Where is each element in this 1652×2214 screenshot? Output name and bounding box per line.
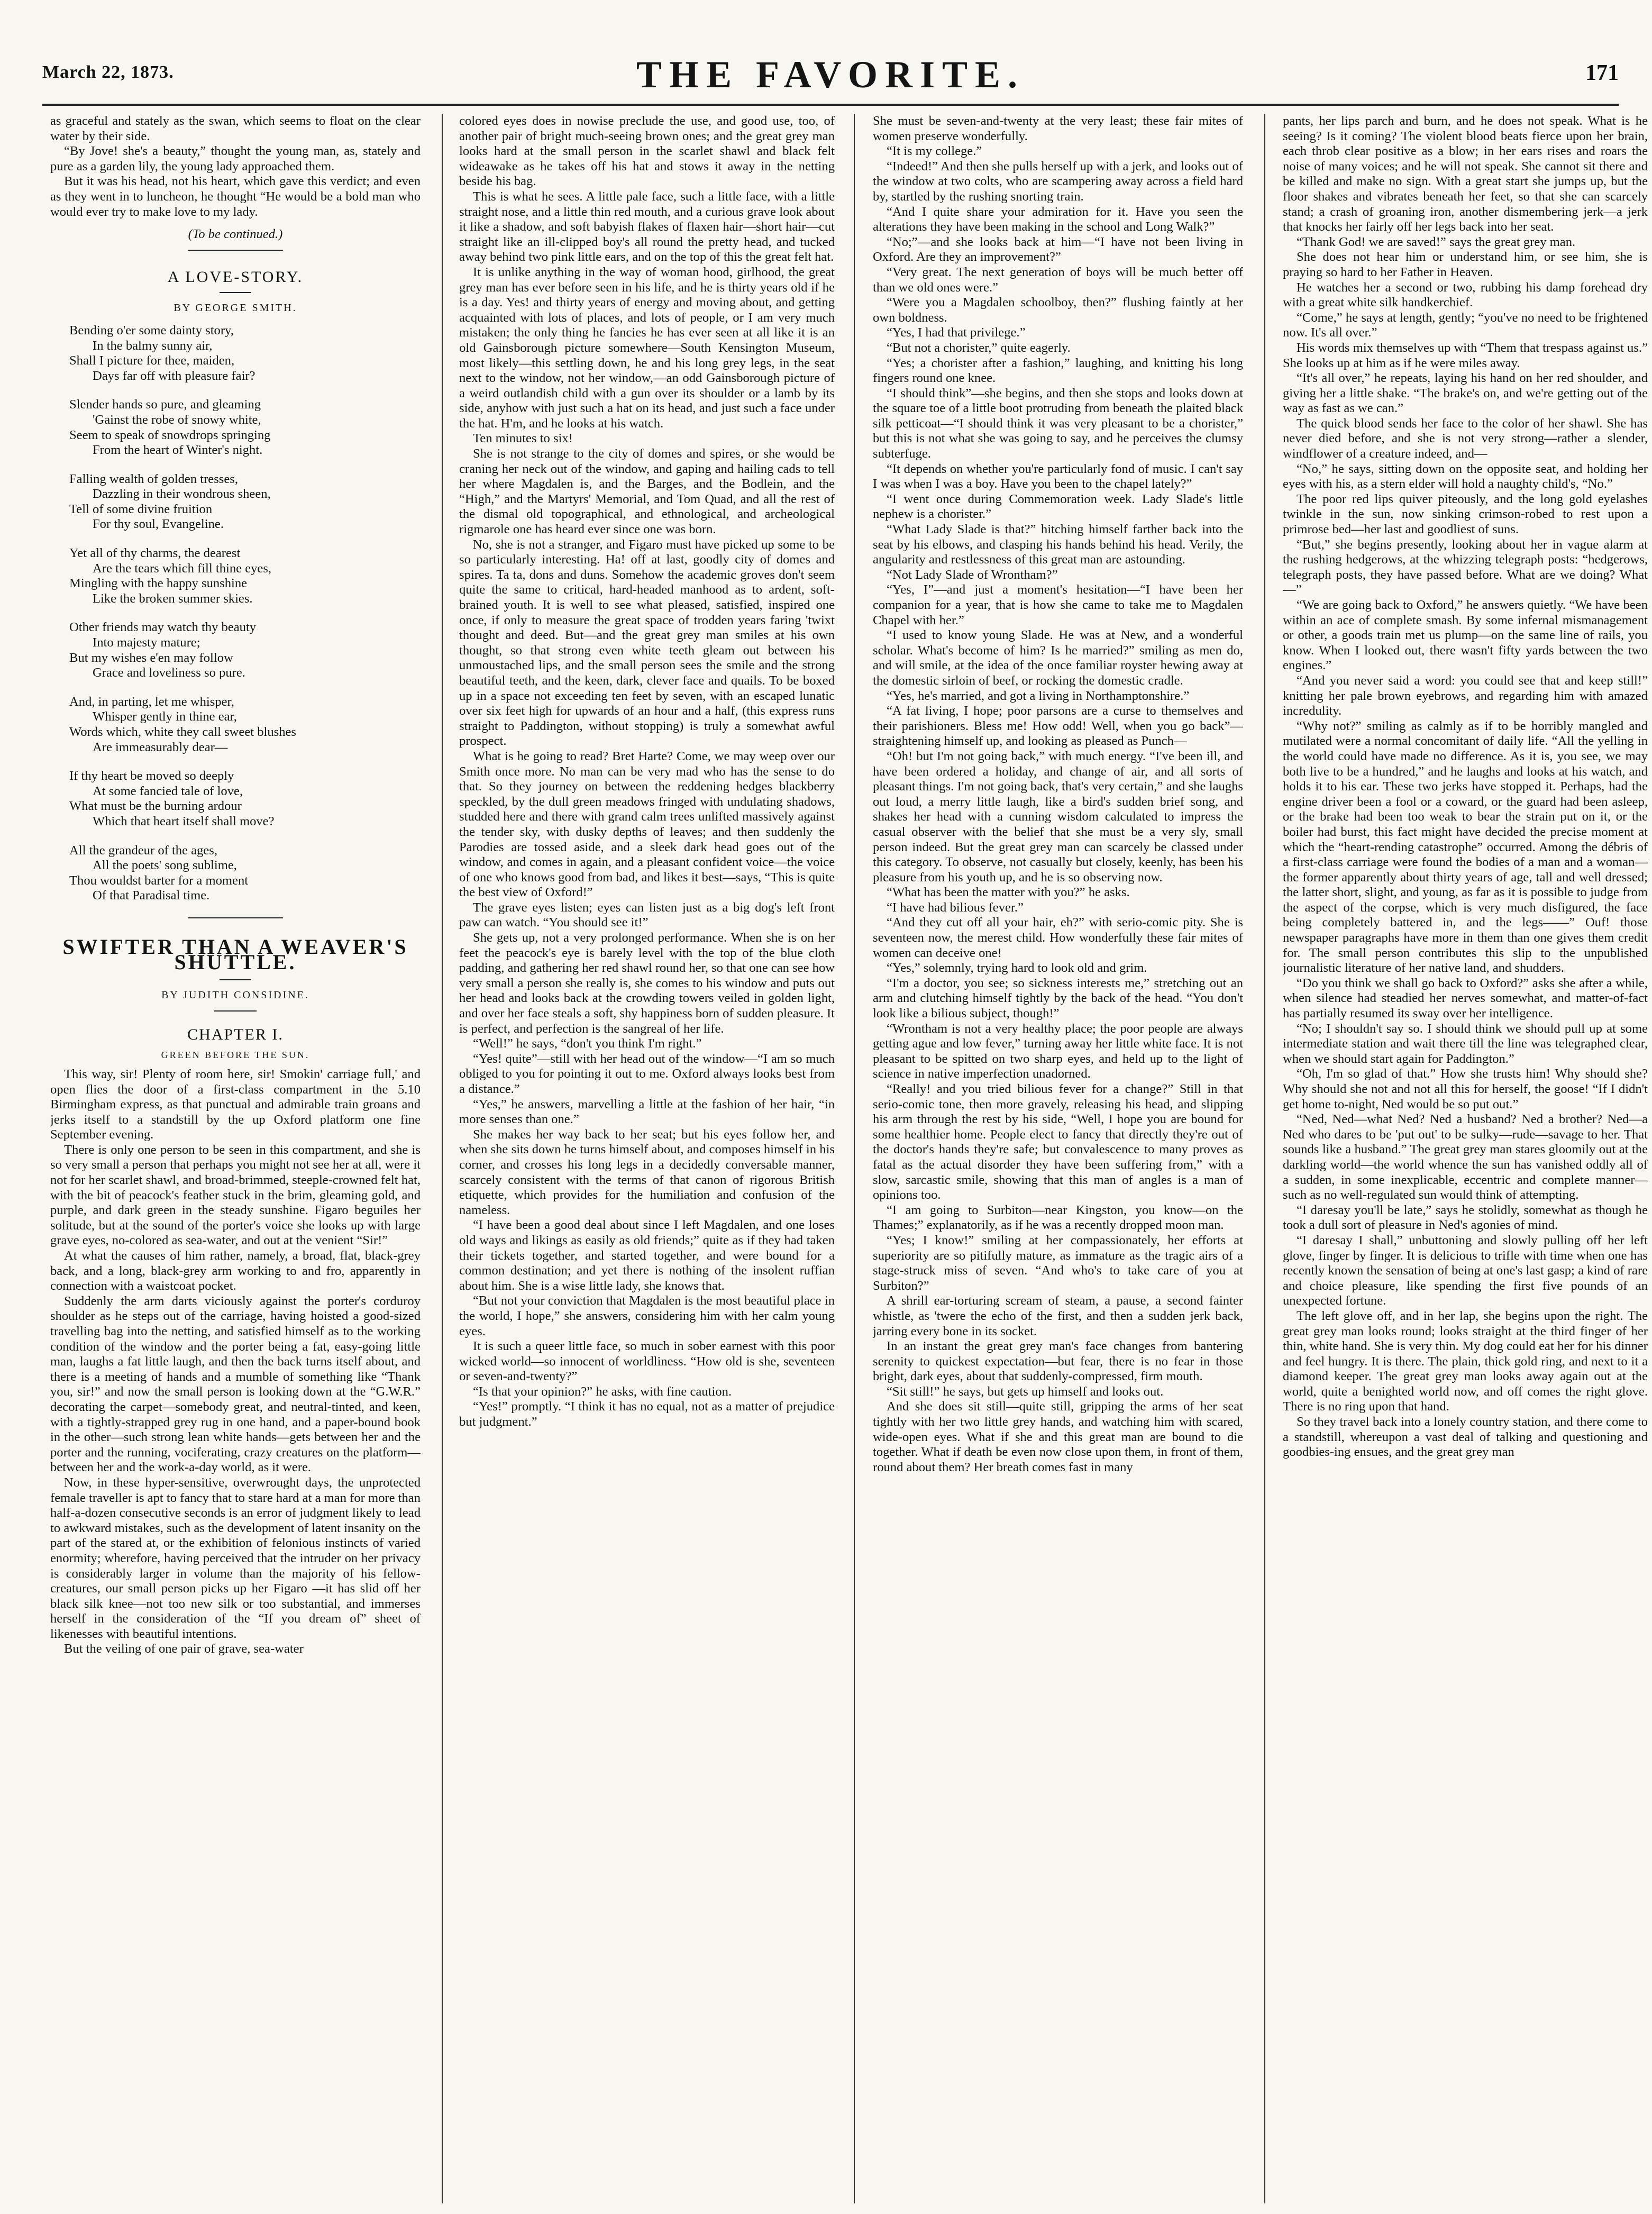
paragraph: “Indeed!” And then she pulls herself up with a jerk, and looks out of the window at two colts, who are scampering away across a field hard by, startled by the rushing snorting train. [873,159,1243,204]
paragraph: Suddenly the arm darts viciously against the porter's corduroy shoulder as he steps out of the carriage, having hoisted a good-sized travelling bag into the netting, and satisfied himself as to the working condition of the window and the porter being a fat, easy-going little man, laughs a fat little laugh, and then the back turns itself about, and there is a meeting of hands and a mumble of something like “Thank you, sir!” and now the small person is looking down at the “G.W.R.” decorating the carpet—somebody great, and neutral-tinted, and keen, with a tightly-strapped grey rug in one hand, and a paper-bound book in the other—such strong lean white hands—gets between her and the porter and the running, vociferating, crazy creatures on the platform—between her and the work-a-day world, as it were. [50,1293,421,1475]
poem-line: Are the tears which fill thine eyes, [93,561,272,576]
paragraph: “I am going to Surbiton—near Kingston, you know—on the Thames;” explanatorily, as if he was a recently dropped moon man. [873,1202,1243,1233]
poem-line: All the poets' song sublime, [93,858,237,873]
poem-line: Tell of some divine fruition [69,502,213,516]
paragraph: This is what he sees. A little pale face, such a little face, with a little straight nose, and a little thin red mouth, and a curious grave look about it like a shadow, and soft babyish flakes of flaxen hair—short hair—cut straight like an ill-clipped boy's all round the pretty head, and tucked away behind two pink little ears, and on the top of this the great felt hat. [459,189,835,265]
paragraph: “I have had bilious fever.” [887,900,1024,915]
paragraph: “I daresay I shall,” unbuttoning and slowly pulling off her left glove, finger by finger. It is delicious to trifle with time when one has recently known the sensation of being at one's last gasp; a kind of rare and choice pleasure, like spending the first five pounds of an unexpected fortune. [1283,1233,1648,1308]
poem-stanza [50,620,421,680]
divider [214,1010,257,1012]
poem-line: If thy heart be moved so deeply [69,769,234,783]
chapter-heading: CHAPTER I. [187,1025,284,1043]
poem-line: And, in parting, let me whisper, [69,694,234,709]
paragraph: “Yes! quite”—still with her head out of the window—“I am so much obliged to you for pointing it out to me. Oxford always looks best from a distance.” [459,1051,835,1096]
paragraph: “And you never said a word: you could see that and keep still!” knitting her pale brown eyebrows, and regarding him with amazed incredulity. [1283,673,1648,718]
poem-line: Grace and loveliness so pure. [93,666,245,680]
paragraph: “Yes; a chorister after a fashion,” laughing, and knitting his long fingers round one knee. [873,356,1243,386]
poem-stanza [50,397,421,458]
paragraph: “I should think”—she begins, and then she stops and looks down at the square toe of a little boot protruding from beneath the plaited black silk petticoat—“I should think it was very pleasant to be a chorister,” but this is not what she was going to say, and he perceives the clumsy subterfuge. [873,386,1243,461]
paragraph: At what the causes of him rather, namely, a broad, flat, black-grey back, and a long, black-grey arm working to and fro, apparently in connection with a waistcoat pocket. [50,1249,421,1293]
poem-line: Slender hands so pure, and gleaming [69,397,261,412]
paragraph: A shrill ear-torturing scream of steam, a pause, a second fainter whistle, as 'twere the echo of the first, and then a sudden jerk back, jarring every bone in its socket. [873,1293,1243,1338]
paragraph: “Were you a Magdalen schoolboy, then?” flushing faintly at her own boldness. [873,295,1243,325]
paragraph: Now, in these hyper-sensitive, overwrought days, the unprotected female traveller is apt to fancy that to stare hard at a man for more than half-a-dozen consecutive seconds is an error of judgment likely to lead to awkward mistakes, such as the development of latent insanity on the part of the stared at, or the exhibition of felonious instincts of varied enormity; wherefore, having perceived that the intruder on her privacy is considerably larger in volume than the majority of his fellow-creatures, our small person picks up her Figaro —it has slid off her black silk knee—not too new silk or too substantial, and immerses herself in the consideration of the “If you dream of” sheet of likenesses with beautiful intentions. [50,1475,421,1641]
poem-line: 'Gainst the robe of snowy white, [93,412,261,427]
poem-line: Dazzling in their wondrous sheen, [93,487,271,502]
paragraph: “I'm a doctor, you see; so sickness interests me,” stretching out an arm and clutching himself tightly by the back of the head. “You don't look like a bilious subject, though!” [873,976,1243,1021]
paragraph: His words mix themselves up with “Them that trespass against us.” She looks up at him as if he were miles away. [1283,340,1648,370]
paragraph: Ten minutes to six! [473,431,573,446]
paragraph: “We are going back to Oxford,” he answers quietly. “We have been within an ace of complete smash. By some infernal mismanagement or other, a goods train met us plump—on the same line of rails, you know. When I looked out, there wasn't fifty yards between the two engines.” [1283,598,1648,673]
poem-line: Which that heart itself shall move? [93,814,275,828]
paragraph: “Yes; I know!” smiling at her compassionately, her efforts at superiority are so pitifully mature, as immature as the tragic airs of a stage-struck miss of seven. “And who's to take care of you at Surbiton?” [873,1233,1243,1293]
paragraph: “What has been the matter with you?” he asks. [887,885,1130,900]
poem-line: Yet all of thy charms, the dearest [69,546,241,561]
page-header [42,53,1619,101]
paragraph: “Thank God! we are saved!” says the great grey man. [1297,234,1576,249]
paragraph: But it was his head, not his heart, which gave this verdict; and even as they went in to luncheon, he thought “He would be a bold man who would ever try to make love to my lady. [50,174,421,219]
story-title: SWIFTER THAN A WEAVER'S SHUTTLE. [62,934,408,974]
paragraph: “Ned, Ned—what Ned? Ned a husband? Ned a brother? Ned—a Ned who dares to be 'put out' to be sulky—rude—savage to her. That sounds like a husband.” The great grey man stares gloomily out at the darkling world—the world whence the sun has vanished oddly all of a sudden, in some inexplicable, eccentric and complete manner—such as no well-regulated sun would think of attempting. [1283,1112,1648,1202]
poem-body [50,323,421,904]
poem-line: At some fancied tale of love, [93,783,243,798]
masthead-title: THE FAVORITE. [636,53,1025,96]
column-divider [854,114,855,2203]
paragraph: “Oh! but I'm not going back,” with much energy. “I've been ill, and have been ordered a holiday, and change of air, and all sorts of pleasant things. I'm not going back, that's very certain,” and she laughs out loud, a merry little laugh, like a bird's sudden brief song, and shakes her head with a cunning wisdom calculated to impress the casual observer with the belief that she must be a very sly, small person indeed. But the great grey man can scarcely be classed under this category. To observe, not casually but closely, keenly, has been his pleasure from his youth up, and he is so observing now. [873,749,1243,885]
paragraph: She does not hear him or understand him, or see him, she is praying so hard to her Father in Heaven. [1283,250,1648,279]
paragraph: “Yes,” he answers, marvelling a little at the fashion of her hair, “in more senses than one.” [459,1097,835,1127]
divider [220,292,251,293]
paragraph: She is not strange to the city of domes and spires, or she would be craning her neck out of the window, and gaping and hailing cads to tell her where Magdalen is, and the Barges, and the Bodlein, and the “High,” and the Martyrs' Memorial, and Tom Quad, and all the rest of the dismal old topographical, and ethnological, and archeological rigmarole one has heard ever since one was born. [459,447,835,537]
column-2 [459,114,835,2203]
paragraph: It is unlike anything in the way of woman hood, girlhood, the great grey man has ever before seen in his life, and he is thirty years old if he is a day. Yes! and thirty years of energy and moving about, and getting acquainted with lots of places, and lots of people, or I am very much mistaken; the only thing he fancies he has ever seen at all like it is an old Gainsborough picture somewhere—South Kensington Museum, most likely—this settling down, he and his long grey legs, in the seat next to the window, not her window,—an odd Gainsborough picture of a weird outlandish child with a gun over its shoulder or a lamb by its side, anyhow with just such a hat on its head, and just such a face under the hat. H'm, and he looks at his watch. [459,265,835,431]
issue-date: March 22, 1873. [42,62,174,82]
paragraph: “Wrontham is not a very healthy place; the poor people are always getting ague and low fever,” turning away her little white face. It is not pleasant to be spitted on two sharp eyes, and held up to the light of science in native imperfection unadorned. [873,1021,1243,1081]
paragraph: In an instant the great grey man's face changes from bantering serenity to quickest expectation—but fear, there is no fear in those bright, dark eyes, about that suddenly-compressed, firm mouth. [873,1339,1243,1384]
poem-line: In the balmy sunny air, [93,338,213,353]
poem-line: Days far off with pleasure fair? [93,368,255,383]
paragraph: “It depends on whether you're particularly fond of music. I can't say I was when I was a boy. Have you been to the chapel lately?” [873,461,1243,491]
chapter-subtitle: GREEN BEFORE THE SUN. [161,1050,310,1061]
poem-stanza [50,323,421,384]
paragraph: The quick blood sends her face to the color of her shawl. She has never died before, and she is not very strong—rather a slender, windflower of a creature indeed, and— [1283,416,1648,461]
paragraph: This way, sir! Plenty of room here, sir! Smokin' carriage full,' and open flies the door of a first-class compartment in the 5.10 Birmingham express, as that punctual and admirable train groans and jerks itself to a standstill by the up Oxford platform one fine September evening. [50,1067,421,1142]
paragraph: “Is that your opinion?” he asks, with fine caution. [473,1384,732,1399]
paragraph: “No;”—and she looks back at him—“I have not been living in Oxford. Are they an improvement?” [873,234,1243,265]
paragraph: She makes her way back to her seat; but his eyes follow her, and when she sits down he turns himself about, and composes himself in his corner, and crosses his long legs in a decidedly conversable manner, scarcely consistent with the terms of that canon of rigorous British etiquette, which provides for the humiliation and confusion of the nameless. [459,1127,835,1217]
poem-line: All the grandeur of the ages, [69,843,217,858]
paragraph: So they travel back into a lonely country station, and there come to a standstill, whereupon a vast deal of talking and questioning and goodbies-ing ensues, and the great grey man [1283,1415,1648,1460]
continued-story-text [50,114,421,220]
paragraph: “Oh, I'm so glad of that.” How she trusts him! Why should she? Why should she not and not all this for herself, the goose! “If I didn't get home to-night, Ned would be so put out.” [1283,1067,1648,1111]
story-text [50,1067,421,1657]
paragraph: “Come,” he says at length, gently; “you've no need to be frightened now. It's all over.” [1283,310,1648,340]
paragraph: “Really! and you tried bilious fever for a change?” Still in that serio-comic tone, then more gravely, releasing his head, and slipping his arm through the rest by his side, “Well, I hope you are bound for some healthier home. People elect to fancy that directly they're out of the doctor's hands they're safe; but convalescence to many proves as fatal as the actual disorder they have been suffering from,” with a slow, sarcastic smile, showing that this man of angles is a man of opinions too. [873,1082,1243,1202]
paragraph: “Yes, I had that privilege.” [887,325,1026,340]
poem-stanza [50,769,421,829]
column-4 [1283,114,1648,2203]
poem-line: Whisper gently in thine ear, [93,709,237,724]
column-divider [442,114,443,2203]
paragraph: “No,” he says, sitting down on the opposite seat, and holding her eyes with his, as a stern elder will hold a naughty child's, “No.” [1283,461,1648,491]
paragraph: What is he going to read? Bret Harte? Come, we may weep over our Smith once more. No man can be very mad who has the sense to do that. So they journey on between the reddening hedges blackberry speckled, by the dull green meadows fringed with undulating shadows, studded here and there with grand calm trees unlifted massively against the tender sky, with dusky depths of leaves; and then suddenly the Parodies are tossed aside, and a sleek dark head goes out of the window, and comes in again, and a pleasant confident voice—the voice of one who knows good from bad, and likes it best—says, “This is quite the best view of Oxford!” [459,749,835,900]
paragraph: “A fat living, I hope; poor parsons are a curse to themselves and their parishioners. Bless me! How odd! Well, when you go back”—straightening himself up, and looking as pleased as Punch— [873,704,1243,749]
paragraph: He watches her a second or two, rubbing his damp forehead dry with a great white silk handkerchief. [1283,280,1648,310]
poem-author: BY GEORGE SMITH. [174,302,297,314]
poem-line: Are immeasurably dear— [93,740,228,754]
poem-stanza [50,546,421,606]
paragraph: “But not a chorister,” quite eagerly. [887,340,1071,355]
paragraph: “But,” she begins presently, looking about her in vague alarm at the rushing hedgerows, at the whizzing telegraph posts: “hedgerows, telegraph posts, they have passed before. What are we doing? What—” [1283,537,1648,597]
paragraph: “What Lady Slade is that?” hitching himself farther back into the seat by his elbows, and clasping his hands behind his head. Verily, the angularity and restlessness of this great man are astounding. [873,522,1243,567]
poem-line: For thy soul, Evangeline. [93,517,224,532]
paragraph: She must be seven-and-twenty at the very least; these fair mites of women preserve wonderfully. [873,114,1243,143]
paragraph: as graceful and stately as the swan, which seems to float on the clear water by their side. [50,114,421,143]
poem-line: Other friends may watch thy beauty [69,620,257,635]
paragraph: pants, her lips parch and burn, and he does not speak. What is he seeing? Is it coming? The violent blood beats fierce upon her brain, each throb clear positive as a blow; in her ears rises and roars the noise of many voices; and he will not speak. She cannot sit there and be killed and make no sign. With a great start she jumps up, but the floor shakes and vibrates beneath her feet, so that she can scarcely stand; a crash of groaning iron, another dismembering jerk—a jerk that knocks her fairly off her legs back into her seat. [1283,114,1648,234]
paragraph: “I daresay you'll be late,” says he stolidly, somewhat as though he took a dull sort of pleasure in Ned's agonies of mind. [1283,1202,1648,1233]
to-be-continued: (To be continued.) [188,227,283,242]
paragraph: No, she is not a stranger, and Figaro must have picked up some to be so particularly interesting. Ha! off at last, goodly city of domes and spires. Ta ta, dons and duns. Somehow the academic groves don't seem quite the same to critical, hard-headed manhood as to ardent, soft-brained youth. It is well to see what pleased, satisfied, inspired one once, if only to measure the great space of trodden years faring 'twixt thought and deed. But—and the great grey man smiles at his own thought, so that strong even white teeth gleam out between his unmoustached lips, and the small person sees the smile and the strong beautiful teeth, and the keen, dark, clever face and quails. To be boxed up in a space not exceeding ten feet by seven, with an escaped lunatic over six feet high for upwards of an hour and a half, (this express runs straight to Paddington, without stopping) is truly a somewhat awful prospect. [459,537,835,749]
paragraph: “I went once during Commemoration week. Lady Slade's little nephew is a chorister.” [873,491,1243,522]
paragraph: “But not your conviction that Magdalen is the most beautiful place in the world, I hope,” she answers, considering him with her calm young eyes. [459,1293,835,1338]
divider [220,979,251,980]
poem-line: Falling wealth of golden tresses, [69,471,238,486]
divider [188,917,283,918]
paragraph: colored eyes does in nowise preclude the use, and good use, too, of another pair of bright much-seeing brown ones; and the great grey man looks hard at the small person in the scarlet shawl and black felt wideawake as he takes off his hat and stows it away in the netting beside his bag. [459,114,835,189]
poem-line: Like the broken summer skies. [93,591,253,606]
paragraph: “I used to know young Slade. He was at New, and a wonderful scholar. What's become of him? Is he married?” smiling as men do, and will smile, at the idea of the once familiar royster hewing away at the domestic sirloin of beef, or rocking the domestic cradle. [873,628,1243,688]
column-divider [1264,114,1265,2203]
divider [188,250,283,251]
paragraph: The left glove off, and in her lap, she begins upon the right. The great grey man looks round; looks straight at the third finger of her thin, white hand. She is very thin. My dog could eat her for his dinner and feel hungry. It is there. The plain, thick gold ring, and next to it a diamond keeper. The great grey man looks away again out at the world, quite a benighted world now, and off comes the right glove. There is no ring upon that hand. [1283,1308,1648,1414]
paragraph: But the veiling of one pair of grave, sea-water [64,1642,304,1656]
paragraph: “Yes, he's married, and got a living in Northamptonshire.” [887,688,1190,703]
poem-line: Mingling with the happy sunshine [69,576,248,591]
poem-line: Thou wouldst barter for a moment [69,873,249,888]
paragraph: “Do you think we shall go back to Oxford?” asks she after a while, when silence had steadied her nerves somewhat, and matter-of-fact has partially resumed its sway over her intelligence. [1283,976,1648,1021]
paragraph: “By Jove! she's a beauty,” thought the young man, as, stately and pure as a garden lily, the young lady approached them. [50,144,421,174]
paragraph: “Why not?” smiling as calmly as if to be horribly mangled and mutilated were a normal concomitant of daily life. “All the yelling in the world could have made no difference. As it is, you see, we may both live to be a hundred,” and he laughs and looks at his watch, and holds it to his ear. These two jerks have stopped it. Perhaps, had the engine driver been a fool or a coward, or the guard had been asleep, or the brake had been too weak to bear the strain put on it, or the boiler had burst, this fact might have decided the precise moment at which the “heart-rending catastrophe” occurred. Among the débris of a first-class carriage were found the bodies of a man and a woman—the former apparently about thirty years of age, tall and well dressed; the latter short, slight, and young, as far as it is possible to judge from the aspect of the corpse, which is very much disfigured, the face being completely battered in, and the legs——” Ouf! those newspaper paragraphs have more in them than one gives them credit for. The small person contributes this slip to the unpublished journalistic literature of her native land, and shudders. [1283,718,1648,976]
story-author: BY JUDITH CONSIDINE. [161,989,309,1001]
paragraph: “I have been a good deal about since I left Magdalen, and one loses old ways and likings as easily as old friends;” quite as if they had taken their tickets together, and started together, and were bound for a common destination; and yet there is nothing of the insolent ruffian about him. She is a wise little lady, she knows that. [459,1218,835,1293]
page-number: 171 [1585,61,1619,85]
poem-line: Bending o'er some dainty story, [69,323,234,338]
paragraph: “And they cut off all your hair, eh?” with serio-comic pity. She is seventeen now, the merest child. How wonderfully these fair mites of women can deceive one! [873,915,1243,960]
poem-line: Seem to speak of snowdrops springing [69,427,271,442]
paragraph: “And I quite share your admiration for it. Have you seen the alterations they have been making in the school and Long Walk?” [873,204,1243,234]
paragraph: “Very great. The next generation of boys will be much better off than we old ones were.” [873,265,1243,295]
paragraph: “Yes, I”—and just a moment's hesitation—“I have been her companion for a year, that is how she came to take me to Magdalen Chapel with her.” [873,582,1243,627]
column-3 [873,114,1243,2203]
poem-stanza [50,843,421,904]
poem-line: From the heart of Winter's night. [93,443,263,458]
paragraph: And she does sit still—quite still, gripping the arms of her seat tightly with her two little grey hands, and watching him with scared, wide-open eyes. What if she and this great man are bound to die together. What if death be even now close upon them, in front of them, round about them? Her breath comes fast in many [873,1399,1243,1474]
poem-line: Words which, white they call sweet blushes [69,725,296,739]
poem-stanza [50,695,421,755]
poem-line: Of that Paradisal time. [93,888,210,903]
paragraph: The poor red lips quiver piteously, and the long gold eyelashes twinkle in the sun, now sinking crimson-robed to rest upon a primrose bed—her last and goodliest of suns. [1283,491,1648,537]
header-rule [42,104,1619,106]
paragraph: “Not Lady Slade of Wrontham?” [887,567,1058,582]
paragraph: “It is my college.” [887,144,982,159]
paragraph: “Sit still!” he says, but gets up himself and looks out. [887,1384,1164,1399]
poem-line: What must be the burning ardour [69,799,242,814]
paragraph: She gets up, not a very prolonged performance. When she is on her feet the peacock's eye is barely level with the top of the blue cloth padding, and gathering her red shawl round her, so that one can see how very small a person she really is, she comes to his window and puts out her head and looks back at the crowding towers veiled in golden light, and over her face steals a soft, shy happiness born of sudden pleasure. It is perfect, and perfection is the sangreal of her life. [459,931,835,1036]
paragraph: “Yes,” solemnly, trying hard to look old and grim. [887,961,1147,976]
paragraph: The grave eyes listen; eyes can listen just as a big dog's left front paw can watch. “You should see it!” [459,900,835,930]
poem-line: Shall I picture for thee, maiden, [69,353,235,368]
poem-title: A LOVE-STORY. [167,268,304,286]
paragraph: There is only one person to be seen in this compartment, and she is so very small a person that perhaps you might not see her at all, were it not for her scarlet shawl, and broad-brimmed, steeple-crowned felt hat, with the bit of peacock's feather stuck in the brim, gleaming gold, and purple, and dark green in the steady sunshine. Figaro beguiles her solitude, but at the sound of the porter's voice she looks up with large grave eyes, no-colored as sea-water, and out at the venient “Sir!” [50,1142,421,1248]
poem-line: But my wishes e'en may follow [69,650,233,665]
paragraph: “It's all over,” he repeats, laying his hand on her red shoulder, and giving her a little shake. “The brake's on, and we're getting out of the way as fast as we can.” [1283,371,1648,416]
paragraph: “Yes!” promptly. “I think it has no equal, not as a matter of prejudice but judgment.” [459,1399,835,1429]
column-1 [50,114,421,2203]
paragraph: “No; I shouldn't say so. I should think we should pull up at some intermediate station and wait there till the line was telegraphed clear, when we should start again for Paddington.” [1283,1021,1648,1066]
poem-stanza [50,472,421,532]
paragraph: “Well!” he says, “don't you think I'm right.” [473,1036,702,1051]
poem-line: Into majesty mature; [93,635,200,650]
paragraph: It is such a queer little face, so much in sober earnest with this poor wicked world—so innocent of worldliness. “How old is she, seventeen or seven-and-twenty?” [459,1339,835,1384]
